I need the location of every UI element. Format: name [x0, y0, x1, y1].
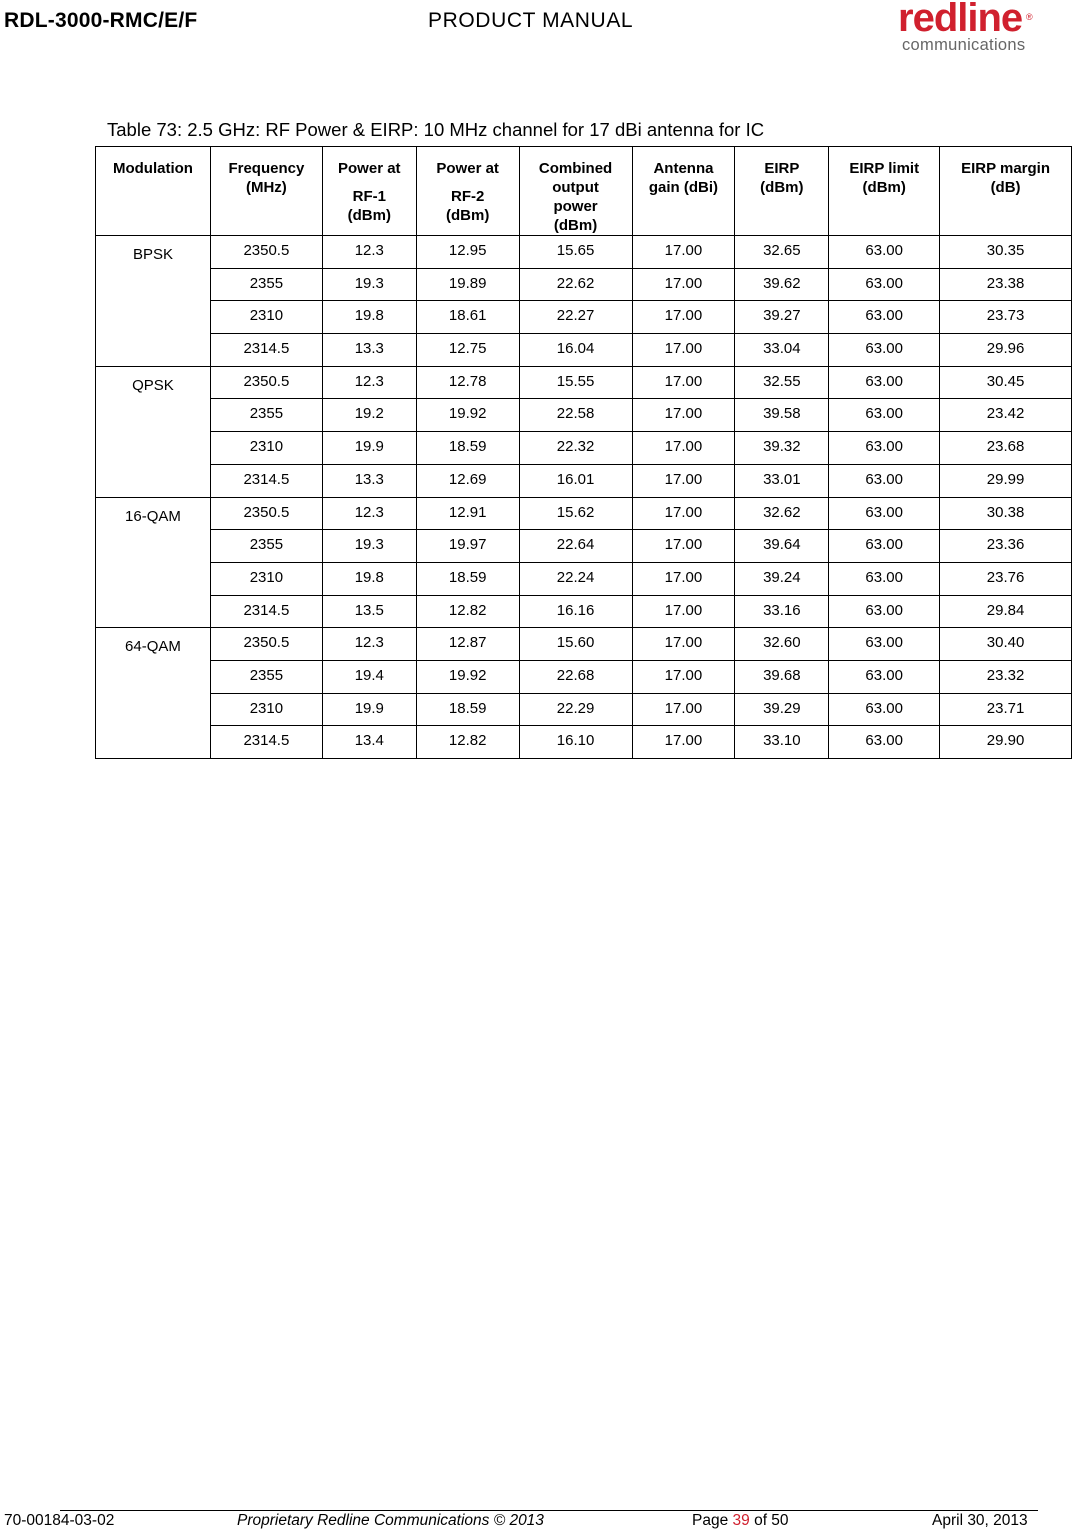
header-frequency: Frequency (MHz): [210, 147, 322, 236]
header-power-rf2: Power at RF-2 (dBm): [416, 147, 519, 236]
power-rf2-cell: 12.82: [416, 595, 519, 628]
frequency-cell: 2355: [210, 268, 322, 301]
eirp-cell: 33.01: [735, 464, 829, 497]
power-rf1-cell: 19.9: [322, 432, 416, 465]
table-row: [96, 366, 1072, 399]
power-rf2-cell: 12.75: [416, 334, 519, 367]
frequency-cell: 2310: [210, 562, 322, 595]
power-rf2-cell: 12.69: [416, 464, 519, 497]
header-eirp-limit: EIRP limit (dBm): [829, 147, 940, 236]
document-id: RDL-3000-RMC/E/F: [4, 9, 198, 32]
page-prefix: Page: [692, 1512, 733, 1529]
eirp-cell: 32.65: [735, 236, 829, 269]
eirp-margin-cell: 29.90: [940, 726, 1072, 759]
eirp-margin-cell: 23.32: [940, 660, 1072, 693]
eirp-cell: 33.04: [735, 334, 829, 367]
eirp-margin-cell: 23.38: [940, 268, 1072, 301]
eirp-cell: 39.68: [735, 660, 829, 693]
footer-doc-number: 70-00184-03-02: [4, 1512, 115, 1529]
table-row: [96, 432, 1072, 465]
eirp-limit-cell: 63.00: [829, 595, 940, 628]
eirp-cell: 39.62: [735, 268, 829, 301]
combined-power-cell: 15.55: [519, 366, 632, 399]
table-body: [96, 236, 1072, 759]
eirp-limit-cell: 63.00: [829, 432, 940, 465]
power-rf2-cell: 12.95: [416, 236, 519, 269]
eirp-margin-cell: 30.35: [940, 236, 1072, 269]
antenna-gain-cell: 17.00: [632, 334, 735, 367]
combined-power-cell: 22.64: [519, 530, 632, 563]
eirp-limit-cell: 63.00: [829, 464, 940, 497]
table-row: [96, 693, 1072, 726]
eirp-cell: 39.29: [735, 693, 829, 726]
frequency-cell: 2350.5: [210, 236, 322, 269]
eirp-margin-cell: 30.38: [940, 497, 1072, 530]
eirp-cell: 32.55: [735, 366, 829, 399]
eirp-limit-cell: 63.00: [829, 366, 940, 399]
table-row: [96, 236, 1072, 269]
power-rf1-cell: 13.3: [322, 334, 416, 367]
power-rf1-cell: 19.8: [322, 301, 416, 334]
modulation-cell: BPSK: [96, 236, 211, 367]
power-rf1-cell: 19.3: [322, 530, 416, 563]
power-rf1-cell: 19.9: [322, 693, 416, 726]
frequency-cell: 2350.5: [210, 628, 322, 661]
table-caption: Table 73: 2.5 GHz: RF Power & EIRP: 10 MHz channel for 17 dBi antenna for IC: [107, 119, 765, 140]
combined-power-cell: 15.65: [519, 236, 632, 269]
manual-title: PRODUCT MANUAL: [428, 9, 634, 32]
header-antenna-gain: Antenna gain (dBi): [632, 147, 735, 236]
eirp-cell: 39.58: [735, 399, 829, 432]
antenna-gain-cell: 17.00: [632, 693, 735, 726]
eirp-limit-cell: 63.00: [829, 660, 940, 693]
table-row: [96, 660, 1072, 693]
eirp-limit-cell: 63.00: [829, 628, 940, 661]
combined-power-cell: 22.32: [519, 432, 632, 465]
power-rf2-cell: 18.59: [416, 693, 519, 726]
logo-wordmark: redline: [898, 0, 1023, 40]
eirp-margin-cell: 23.73: [940, 301, 1072, 334]
combined-power-cell: 15.60: [519, 628, 632, 661]
power-rf1-cell: 12.3: [322, 497, 416, 530]
eirp-margin-cell: 23.42: [940, 399, 1072, 432]
eirp-margin-cell: 30.45: [940, 366, 1072, 399]
eirp-margin-cell: 30.40: [940, 628, 1072, 661]
page-suffix: of 50: [749, 1512, 789, 1529]
combined-power-cell: 16.16: [519, 595, 632, 628]
eirp-limit-cell: 63.00: [829, 562, 940, 595]
footer-divider: [60, 1510, 1038, 1511]
eirp-margin-cell: 23.36: [940, 530, 1072, 563]
frequency-cell: 2314.5: [210, 464, 322, 497]
eirp-limit-cell: 63.00: [829, 236, 940, 269]
table-row: [96, 595, 1072, 628]
power-rf1-cell: 12.3: [322, 628, 416, 661]
footer-page-info: [692, 1512, 789, 1530]
eirp-cell: 32.62: [735, 497, 829, 530]
antenna-gain-cell: 17.00: [632, 530, 735, 563]
eirp-limit-cell: 63.00: [829, 530, 940, 563]
eirp-limit-cell: 63.00: [829, 399, 940, 432]
table-row: [96, 334, 1072, 367]
combined-power-cell: 22.68: [519, 660, 632, 693]
eirp-cell: 39.32: [735, 432, 829, 465]
logo-registered-mark: ®: [1026, 12, 1033, 22]
logo-subtitle: communications: [902, 36, 1026, 54]
power-rf2-cell: 12.78: [416, 366, 519, 399]
combined-power-cell: 16.10: [519, 726, 632, 759]
eirp-cell: 39.64: [735, 530, 829, 563]
eirp-limit-cell: 63.00: [829, 301, 940, 334]
power-rf2-cell: 18.59: [416, 432, 519, 465]
power-rf2-cell: 18.59: [416, 562, 519, 595]
table-row: [96, 301, 1072, 334]
table-row: [96, 464, 1072, 497]
antenna-gain-cell: 17.00: [632, 562, 735, 595]
antenna-gain-cell: 17.00: [632, 432, 735, 465]
header-combined-power: Combined output power (dBm): [519, 147, 632, 236]
power-rf1-cell: 19.3: [322, 268, 416, 301]
power-rf2-cell: 19.92: [416, 660, 519, 693]
frequency-cell: 2350.5: [210, 366, 322, 399]
eirp-limit-cell: 63.00: [829, 268, 940, 301]
frequency-cell: 2314.5: [210, 726, 322, 759]
combined-power-cell: 22.58: [519, 399, 632, 432]
power-rf2-cell: 19.97: [416, 530, 519, 563]
power-rf1-cell: 13.5: [322, 595, 416, 628]
antenna-gain-cell: 17.00: [632, 399, 735, 432]
combined-power-cell: 16.04: [519, 334, 632, 367]
power-rf2-cell: 18.61: [416, 301, 519, 334]
page-header: [0, 0, 1072, 60]
eirp-cell: 33.10: [735, 726, 829, 759]
power-rf1-cell: 12.3: [322, 236, 416, 269]
antenna-gain-cell: 17.00: [632, 628, 735, 661]
table-row: [96, 530, 1072, 563]
antenna-gain-cell: 17.00: [632, 660, 735, 693]
footer-date: April 30, 2013: [932, 1512, 1028, 1529]
frequency-cell: 2350.5: [210, 497, 322, 530]
combined-power-cell: 15.62: [519, 497, 632, 530]
power-rf2-cell: 12.82: [416, 726, 519, 759]
header-eirp-margin: EIRP margin (dB): [940, 147, 1072, 236]
power-rf1-cell: 19.4: [322, 660, 416, 693]
eirp-margin-cell: 29.84: [940, 595, 1072, 628]
table-row: [96, 497, 1072, 530]
eirp-margin-cell: 23.71: [940, 693, 1072, 726]
eirp-limit-cell: 63.00: [829, 693, 940, 726]
page-number: 39: [732, 1512, 750, 1529]
antenna-gain-cell: 17.00: [632, 595, 735, 628]
frequency-cell: 2310: [210, 301, 322, 334]
rf-power-eirp-table: [95, 146, 1072, 759]
modulation-cell: 16-QAM: [96, 497, 211, 628]
frequency-cell: 2310: [210, 693, 322, 726]
header-eirp: EIRP (dBm): [735, 147, 829, 236]
frequency-cell: 2355: [210, 530, 322, 563]
header-modulation: Modulation: [96, 147, 211, 236]
redline-logo: [898, 2, 1038, 58]
table-header-row: [96, 147, 1072, 236]
eirp-limit-cell: 63.00: [829, 334, 940, 367]
frequency-cell: 2355: [210, 660, 322, 693]
modulation-cell: QPSK: [96, 366, 211, 497]
table-row: [96, 399, 1072, 432]
antenna-gain-cell: 17.00: [632, 726, 735, 759]
power-rf2-cell: 12.87: [416, 628, 519, 661]
eirp-limit-cell: 63.00: [829, 497, 940, 530]
frequency-cell: 2314.5: [210, 595, 322, 628]
frequency-cell: 2355: [210, 399, 322, 432]
power-rf1-cell: 19.2: [322, 399, 416, 432]
antenna-gain-cell: 17.00: [632, 366, 735, 399]
frequency-cell: 2314.5: [210, 334, 322, 367]
power-rf1-cell: 19.8: [322, 562, 416, 595]
power-rf1-cell: 12.3: [322, 366, 416, 399]
footer-copyright: Proprietary Redline Communications © 2013: [237, 1512, 544, 1529]
header-power-rf1: Power at RF-1 (dBm): [322, 147, 416, 236]
combined-power-cell: 22.29: [519, 693, 632, 726]
frequency-cell: 2310: [210, 432, 322, 465]
eirp-limit-cell: 63.00: [829, 726, 940, 759]
eirp-margin-cell: 29.96: [940, 334, 1072, 367]
modulation-cell: 64-QAM: [96, 628, 211, 759]
power-rf1-cell: 13.4: [322, 726, 416, 759]
antenna-gain-cell: 17.00: [632, 236, 735, 269]
power-rf2-cell: 12.91: [416, 497, 519, 530]
eirp-margin-cell: 29.99: [940, 464, 1072, 497]
eirp-margin-cell: 23.76: [940, 562, 1072, 595]
antenna-gain-cell: 17.00: [632, 464, 735, 497]
antenna-gain-cell: 17.00: [632, 268, 735, 301]
eirp-cell: 39.27: [735, 301, 829, 334]
table-row: [96, 268, 1072, 301]
eirp-cell: 33.16: [735, 595, 829, 628]
eirp-margin-cell: 23.68: [940, 432, 1072, 465]
combined-power-cell: 22.24: [519, 562, 632, 595]
table-row: [96, 628, 1072, 661]
combined-power-cell: 22.62: [519, 268, 632, 301]
combined-power-cell: 16.01: [519, 464, 632, 497]
eirp-cell: 32.60: [735, 628, 829, 661]
antenna-gain-cell: 17.00: [632, 497, 735, 530]
eirp-cell: 39.24: [735, 562, 829, 595]
table-row: [96, 726, 1072, 759]
power-rf2-cell: 19.89: [416, 268, 519, 301]
table-row: [96, 562, 1072, 595]
power-rf1-cell: 13.3: [322, 464, 416, 497]
antenna-gain-cell: 17.00: [632, 301, 735, 334]
combined-power-cell: 22.27: [519, 301, 632, 334]
power-rf2-cell: 19.92: [416, 399, 519, 432]
